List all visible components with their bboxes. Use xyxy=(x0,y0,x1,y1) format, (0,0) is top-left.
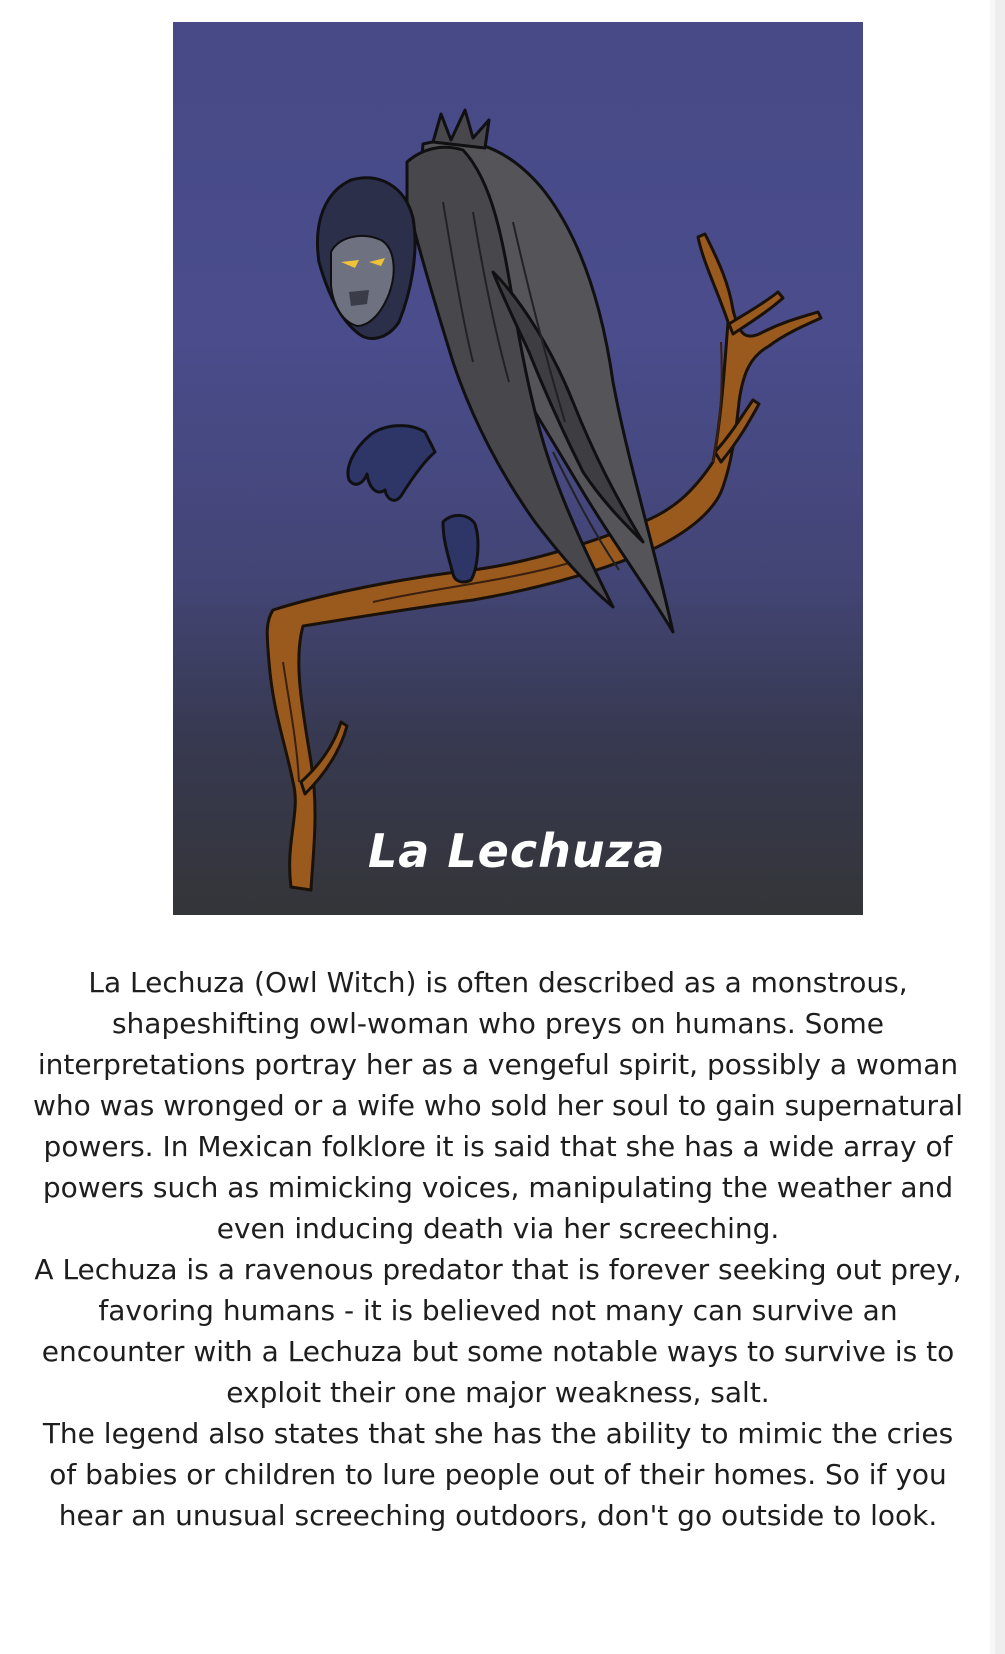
article-body xyxy=(28,962,968,1536)
figure-caption: La Lechuza xyxy=(368,824,666,878)
paragraph-predator: A Lechuza is a ravenous predator that is forever seeking out prey, favoring humans - it is believed not many can survive an encounter with a Lechuza but some notable ways to survive is to exploit their one major weakness, salt. xyxy=(34,1253,962,1409)
lechuza-illustration xyxy=(173,22,863,915)
scrollbar[interactable] xyxy=(995,0,1005,1654)
paragraph-description: La Lechuza (Owl Witch) is often described as a monstrous, shapeshifting owl-woman who preys on humans. Some interpretations portray her as a vengeful spirit, possibly a woman who was wronged or a wife who sold her soul to gain supernatural powers. In Mexican folklore it is said that she has a wide array of powers such as mimicking voices, manipulating the weather and even inducing death via her screeching. xyxy=(32,966,963,1245)
owl-witch-illustration-icon xyxy=(173,22,863,915)
paragraph-legend: The legend also states that she has the ability to mimic the cries of babies or children to lure people out of their homes. So if you hear an unusual screeching outdoors, don't go outside to look. xyxy=(42,1417,954,1532)
